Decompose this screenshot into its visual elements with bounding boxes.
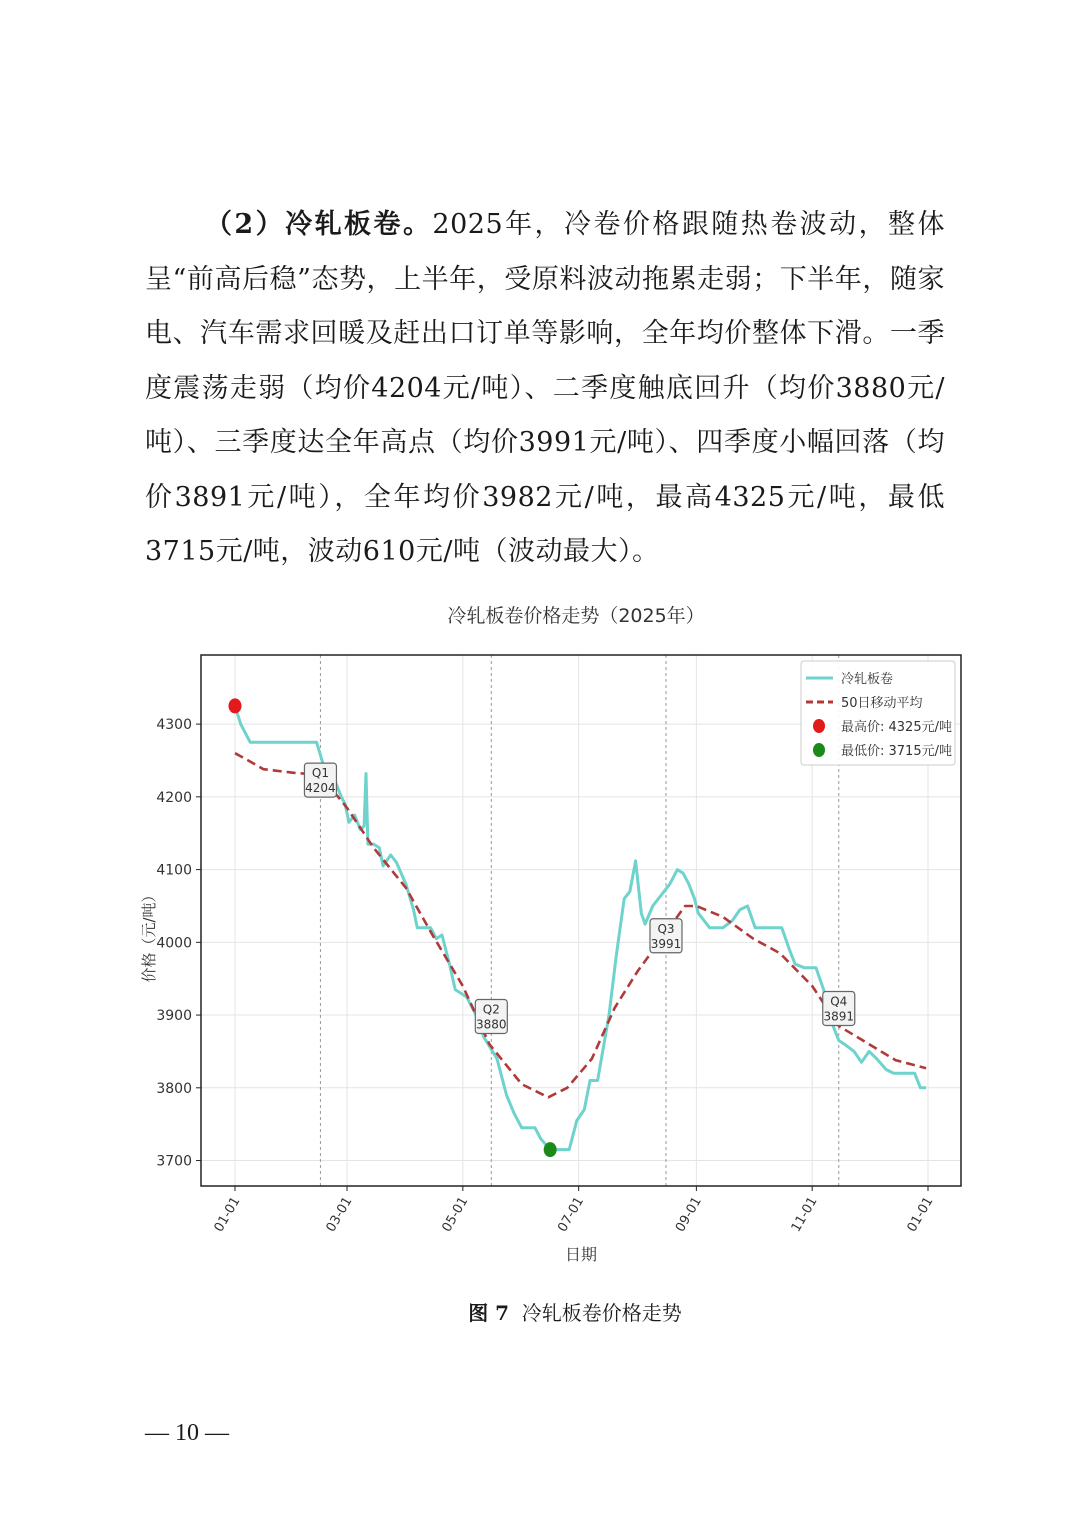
quarter-label-avg: 4204 — [305, 781, 336, 796]
chart-legend — [801, 661, 955, 765]
legend-marker — [813, 743, 825, 757]
y-tick-label: 4200 — [156, 789, 192, 806]
quarter-divider-lines — [320, 655, 838, 1186]
section-body: 2025年，冷卷价格跟随热卷波动，整体呈“前高后稳”态势，上半年，受原料波动拖累走弱；下半年，随家电、汽车需求回暖及赶出口订单等影响，全年均价整体下滑。一季度震荡走弱（均价4204元/吨）、二季度触底回升（均价3880元/吨）、三季度达全年高点（均价3991元/吨）、四季度小幅回落（均价3891元/吨），全年均价3982元/吨，最高4325元/吨，最低3715元/吨，波动610元/吨（波动最大）。 — [145, 209, 945, 567]
quarter-label-layer — [304, 763, 854, 1033]
x-tick-label: 07-01 — [555, 1194, 588, 1235]
marker-layer — [229, 698, 557, 1157]
legend-label: 最低价: 3715元/吨 — [841, 744, 952, 759]
y-axis-label: 价格（元/吨） — [140, 887, 158, 983]
y-tick-label: 4000 — [156, 935, 192, 952]
section-paragraph — [145, 198, 945, 580]
quarter-label — [823, 992, 855, 1026]
legend-label: 50日移动平均 — [841, 696, 923, 711]
x-tick-label: 05-01 — [439, 1194, 472, 1235]
legend-label: 冷轧板卷 — [841, 672, 894, 687]
min-price-marker — [544, 1142, 557, 1157]
x-tick-label: 01-01 — [211, 1194, 244, 1235]
quarter-label — [475, 1000, 507, 1034]
y-tick-label: 3900 — [156, 1008, 192, 1025]
y-tick-label: 4300 — [156, 717, 192, 734]
legend-marker — [813, 719, 825, 733]
x-axis-ticks — [212, 1186, 937, 1235]
y-tick-label: 4100 — [156, 862, 192, 879]
quarter-label-avg: 3991 — [650, 936, 682, 951]
quarter-label-avg: 3880 — [476, 1017, 507, 1032]
chart-title: 冷轧板卷价格走势（2025年） — [447, 605, 705, 627]
figure-label: 图 7 — [468, 1301, 510, 1325]
moving-average-line — [235, 753, 926, 1097]
quarter-label-name: Q1 — [311, 766, 329, 781]
quarter-label — [650, 919, 682, 953]
page-number: — 10 — — [145, 1420, 229, 1446]
x-tick-label: 09-01 — [672, 1194, 705, 1235]
x-tick-label: 03-01 — [323, 1194, 356, 1235]
max-price-marker — [229, 698, 242, 713]
y-axis-ticks — [156, 717, 201, 1169]
quarter-label-name: Q3 — [657, 921, 675, 936]
series-layer — [235, 706, 926, 1150]
quarter-label — [304, 763, 336, 797]
section-heading: （2）冷轧板卷。 — [203, 209, 433, 240]
y-tick-label: 3800 — [156, 1080, 192, 1097]
x-tick-label: 11-01 — [788, 1194, 821, 1235]
quarter-label-avg: 3891 — [823, 1009, 855, 1024]
figure-caption-text: 冷轧板卷价格走势 — [521, 1301, 682, 1325]
figure-caption — [0, 1297, 1080, 1326]
x-tick-label: 01-01 — [904, 1194, 937, 1235]
quarter-label-name: Q2 — [482, 1002, 500, 1017]
price-line — [235, 706, 926, 1150]
x-axis-label: 日期 — [564, 1245, 598, 1264]
legend-label: 最高价: 4325元/吨 — [841, 720, 952, 735]
y-tick-label: 3700 — [156, 1153, 192, 1170]
price-chart — [130, 595, 980, 1275]
quarter-label-name: Q4 — [830, 994, 848, 1009]
price-line-chart — [130, 595, 980, 1275]
